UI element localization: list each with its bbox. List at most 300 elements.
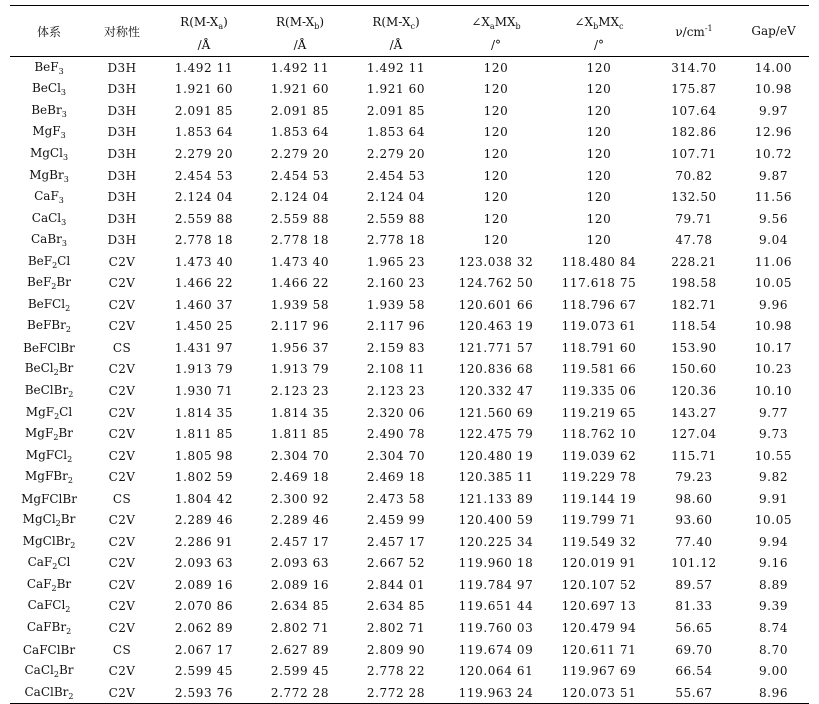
value-cell: 153.90 bbox=[671, 340, 717, 355]
value-cell: 11.56 bbox=[754, 190, 793, 205]
value-cell: 120 bbox=[483, 146, 509, 161]
table-body bbox=[10, 57, 809, 704]
value-cell: 175.87 bbox=[671, 82, 717, 97]
value-cell: 2.809 90 bbox=[366, 642, 426, 657]
table-row bbox=[10, 682, 809, 704]
value-cell: 9.73 bbox=[758, 427, 789, 442]
value-cell: 120.107 52 bbox=[561, 577, 637, 592]
system-cell: CaBr$_3$ bbox=[31, 232, 67, 249]
system-cell: MgBr$_3$ bbox=[29, 167, 69, 184]
symmetry-cell: C2V bbox=[108, 664, 136, 679]
value-cell: 1.492 11 bbox=[270, 60, 330, 75]
value-cell: 101.12 bbox=[671, 556, 717, 571]
value-cell: 1.853 64 bbox=[270, 125, 330, 140]
value-cell: 10.05 bbox=[754, 513, 793, 528]
value-cell: 122.475 79 bbox=[458, 427, 534, 442]
value-cell: 119.784 97 bbox=[458, 577, 534, 592]
value-cell: 120 bbox=[586, 233, 612, 248]
value-cell: 2.627 89 bbox=[270, 642, 330, 657]
value-cell: 2.117 96 bbox=[270, 319, 330, 334]
value-cell: 55.67 bbox=[650, 682, 738, 704]
symmetry-cell: C2V bbox=[108, 254, 136, 269]
value-cell: 120.611 71 bbox=[561, 642, 637, 657]
symmetry-cell: C2V bbox=[88, 682, 156, 704]
value-cell: 120.385 11 bbox=[458, 470, 534, 485]
value-cell: 2.559 88 bbox=[270, 211, 330, 226]
value-cell: 2.124 04 bbox=[174, 190, 234, 205]
symmetry-cell: C2V bbox=[108, 297, 136, 312]
symmetry-cell: CS bbox=[112, 340, 132, 355]
column-header-3: $R(M-X_b)$ bbox=[252, 6, 348, 35]
value-cell: 56.65 bbox=[675, 620, 713, 635]
value-cell: 79.71 bbox=[675, 211, 713, 226]
value-cell: 1.811 85 bbox=[270, 427, 330, 442]
value-cell: 93.60 bbox=[675, 513, 713, 528]
system-cell: CaFCl$_2$ bbox=[27, 598, 71, 615]
value-cell: 2.469 18 bbox=[270, 470, 330, 485]
value-cell: 120 bbox=[483, 103, 509, 118]
value-cell: 1.921 60 bbox=[174, 82, 234, 97]
value-cell: 120.073 51 bbox=[548, 682, 650, 704]
value-cell: 314.70 bbox=[671, 60, 717, 75]
value-cell: 120.836 68 bbox=[458, 362, 534, 377]
value-cell: 2.159 83 bbox=[366, 340, 426, 355]
value-cell: 118.762 10 bbox=[561, 427, 637, 442]
value-cell: 2.559 88 bbox=[174, 211, 234, 226]
value-cell: 2.454 53 bbox=[366, 168, 426, 183]
system-cell: BeF$_2$Br bbox=[27, 275, 71, 292]
value-cell: 10.98 bbox=[754, 319, 793, 334]
value-cell: 120 bbox=[483, 211, 509, 226]
value-cell: 2.559 88 bbox=[366, 211, 426, 226]
table-row bbox=[10, 359, 809, 381]
value-cell: 2.667 52 bbox=[366, 556, 426, 571]
value-cell: 11.06 bbox=[754, 254, 793, 269]
symmetry-cell: D3H bbox=[107, 190, 137, 205]
value-cell: 2.279 20 bbox=[366, 146, 426, 161]
table-row bbox=[10, 531, 809, 553]
value-cell: 2.469 18 bbox=[366, 470, 426, 485]
value-cell: 2.802 71 bbox=[366, 620, 426, 635]
system-cell: BeCl$_3$ bbox=[31, 81, 67, 98]
value-cell: 2.279 20 bbox=[174, 146, 234, 161]
table-row bbox=[10, 466, 809, 488]
value-cell: 2.067 17 bbox=[174, 642, 234, 657]
column-header-4: $R(M-X_c)$ bbox=[348, 6, 444, 35]
value-cell: 2.772 28 bbox=[348, 682, 444, 704]
table-row bbox=[10, 445, 809, 467]
symmetry-cell: C2V bbox=[108, 276, 136, 291]
table-row bbox=[10, 639, 809, 661]
value-cell: 9.94 bbox=[758, 534, 789, 549]
symmetry-cell: C2V bbox=[108, 577, 136, 592]
value-cell: 120.697 13 bbox=[561, 599, 637, 614]
value-cell: 2.091 85 bbox=[174, 103, 234, 118]
system-cell: BeFCl$_2$ bbox=[27, 296, 71, 313]
value-cell: 119.651 44 bbox=[458, 599, 534, 614]
value-cell: 66.54 bbox=[675, 664, 713, 679]
table-row bbox=[10, 251, 809, 273]
value-cell: 1.805 98 bbox=[174, 448, 234, 463]
value-cell: 2.459 99 bbox=[366, 513, 426, 528]
value-cell: 2.093 63 bbox=[270, 556, 330, 571]
value-cell: 1.466 22 bbox=[270, 276, 330, 291]
value-cell: 81.33 bbox=[675, 599, 713, 614]
value-cell: 124.762 50 bbox=[458, 276, 534, 291]
system-cell: CaFBr$_2$ bbox=[26, 619, 72, 636]
value-cell: 10.23 bbox=[754, 362, 793, 377]
value-cell: 119.967 69 bbox=[561, 664, 637, 679]
symmetry-cell: D3H bbox=[107, 82, 137, 97]
value-cell: 12.96 bbox=[754, 125, 793, 140]
system-cell: BeFClBr bbox=[23, 340, 75, 355]
value-cell: 120 bbox=[586, 168, 612, 183]
table-row bbox=[10, 294, 809, 316]
system-cell: CaF$_2$Cl bbox=[27, 555, 71, 572]
system-cell: CaCl$_3$ bbox=[31, 210, 67, 227]
symmetry-cell: C2V bbox=[108, 534, 136, 549]
value-cell: 1.804 42 bbox=[174, 491, 234, 506]
column-unit-5: /° bbox=[444, 34, 548, 57]
value-cell: 121.560 69 bbox=[458, 405, 534, 420]
value-cell: 1.492 11 bbox=[366, 60, 426, 75]
system-cell: BeFBr$_2$ bbox=[27, 318, 71, 335]
value-cell: 1.492 11 bbox=[174, 60, 234, 75]
value-cell: 1.930 71 bbox=[174, 383, 234, 398]
column-header-7: $\nu/cm^{-1}$ bbox=[650, 6, 738, 57]
value-cell: 120.225 34 bbox=[458, 534, 534, 549]
symmetry-cell: CS bbox=[112, 642, 132, 657]
table-row bbox=[10, 122, 809, 144]
table-row bbox=[10, 380, 809, 402]
system-cell: MgFCl$_2$ bbox=[25, 447, 73, 464]
value-cell: 132.50 bbox=[671, 190, 717, 205]
value-cell: 2.089 16 bbox=[270, 577, 330, 592]
value-cell: 1.466 22 bbox=[174, 276, 234, 291]
table-row bbox=[10, 272, 809, 294]
system-cell: CaF$_2$Br bbox=[26, 576, 72, 593]
value-cell: 121.771 57 bbox=[458, 340, 534, 355]
table-row bbox=[10, 423, 809, 445]
value-cell: 1.965 23 bbox=[366, 254, 426, 269]
value-cell: 1.913 79 bbox=[270, 362, 330, 377]
value-cell: 120 bbox=[483, 190, 509, 205]
value-cell: 8.70 bbox=[758, 642, 789, 657]
value-cell: 77.40 bbox=[675, 534, 713, 549]
system-cell: MgF$_2$Br bbox=[25, 426, 73, 443]
value-cell: 2.599 45 bbox=[174, 664, 234, 679]
symmetry-cell: C2V bbox=[108, 556, 136, 571]
value-cell: 1.814 35 bbox=[174, 405, 234, 420]
value-cell: 9.77 bbox=[758, 405, 789, 420]
column-unit-2: /Å bbox=[156, 34, 252, 57]
value-cell: 119.581 66 bbox=[561, 362, 637, 377]
symmetry-cell: C2V bbox=[108, 362, 136, 377]
table-row bbox=[10, 165, 809, 187]
value-cell: 120.480 19 bbox=[458, 448, 534, 463]
symmetry-cell: D3H bbox=[107, 146, 137, 161]
value-cell: 107.71 bbox=[671, 146, 717, 161]
value-cell: 2.300 92 bbox=[270, 491, 330, 506]
value-cell: 1.939 58 bbox=[270, 297, 330, 312]
table-row bbox=[10, 143, 809, 165]
data-table bbox=[10, 5, 809, 704]
system-cell: MgF$_3$ bbox=[32, 124, 66, 141]
symmetry-cell: D3H bbox=[107, 60, 137, 75]
symmetry-cell: C2V bbox=[108, 620, 136, 635]
value-cell: 10.05 bbox=[754, 276, 793, 291]
value-cell: 120 bbox=[586, 211, 612, 226]
value-cell: 143.27 bbox=[671, 405, 717, 420]
value-cell: 2.454 53 bbox=[270, 168, 330, 183]
table-row bbox=[10, 574, 809, 596]
system-cell: BeF$_2$Cl bbox=[27, 253, 71, 270]
table-row bbox=[10, 337, 809, 359]
value-cell: 1.473 40 bbox=[174, 254, 234, 269]
value-cell: 118.796 67 bbox=[561, 297, 637, 312]
symmetry-cell: C2V bbox=[108, 513, 136, 528]
value-cell: 120.36 bbox=[671, 383, 717, 398]
value-cell: 10.17 bbox=[754, 340, 793, 355]
value-cell: 2.599 45 bbox=[270, 664, 330, 679]
column-header-6: $\angle X_bMX_c$ bbox=[548, 6, 650, 35]
value-cell: 2.473 58 bbox=[366, 491, 426, 506]
value-cell: 120.601 66 bbox=[458, 297, 534, 312]
value-cell: 2.490 78 bbox=[366, 427, 426, 442]
value-cell: 2.117 96 bbox=[366, 319, 426, 334]
value-cell: 119.799 71 bbox=[561, 513, 637, 528]
value-cell: 2.123 23 bbox=[366, 383, 426, 398]
value-cell: 70.82 bbox=[675, 168, 713, 183]
table-row bbox=[10, 660, 809, 682]
value-cell: 9.91 bbox=[758, 491, 789, 506]
system-cell: MgF$_2$Cl bbox=[25, 404, 73, 421]
value-cell: 2.091 85 bbox=[270, 103, 330, 118]
symmetry-cell: CS bbox=[112, 491, 132, 506]
value-cell: 1.473 40 bbox=[270, 254, 330, 269]
value-cell: 119.229 78 bbox=[561, 470, 637, 485]
table-row bbox=[10, 186, 809, 208]
value-cell: 119.760 03 bbox=[458, 620, 534, 635]
system-cell: BeClBr$_2$ bbox=[24, 382, 74, 399]
value-cell: 2.778 18 bbox=[270, 233, 330, 248]
symmetry-cell: C2V bbox=[108, 599, 136, 614]
value-cell: 118.791 60 bbox=[561, 340, 637, 355]
value-cell: 182.71 bbox=[671, 297, 717, 312]
symmetry-cell: C2V bbox=[108, 427, 136, 442]
value-cell: 182.86 bbox=[671, 125, 717, 140]
value-cell: 119.073 61 bbox=[561, 319, 637, 334]
value-cell: 120 bbox=[483, 168, 509, 183]
table-row bbox=[10, 617, 809, 639]
value-cell: 69.70 bbox=[675, 642, 713, 657]
value-cell: 2.778 22 bbox=[366, 664, 426, 679]
system-cell: CaF$_3$ bbox=[34, 189, 64, 206]
table-row bbox=[10, 57, 809, 79]
value-cell: 120.064 61 bbox=[458, 664, 534, 679]
table-row bbox=[10, 316, 809, 338]
value-cell: 1.460 37 bbox=[174, 297, 234, 312]
value-cell: 1.921 60 bbox=[366, 82, 426, 97]
value-cell: 119.219 65 bbox=[561, 405, 637, 420]
value-cell: 9.16 bbox=[758, 556, 789, 571]
table-row bbox=[10, 488, 809, 510]
value-cell: 150.60 bbox=[671, 362, 717, 377]
value-cell: 1.802 59 bbox=[174, 470, 234, 485]
value-cell: 9.96 bbox=[758, 297, 789, 312]
table-row bbox=[10, 79, 809, 101]
value-cell: 9.87 bbox=[758, 168, 789, 183]
value-cell: 120 bbox=[586, 146, 612, 161]
value-cell: 10.98 bbox=[754, 82, 793, 97]
table-row bbox=[10, 229, 809, 251]
value-cell: 1.450 25 bbox=[174, 319, 234, 334]
value-cell: 1.431 97 bbox=[174, 340, 234, 355]
value-cell: 1.913 79 bbox=[174, 362, 234, 377]
symmetry-cell: C2V bbox=[108, 448, 136, 463]
value-cell: 118.480 84 bbox=[561, 254, 637, 269]
system-cell: CaClBr$_2$ bbox=[10, 682, 88, 704]
value-cell: 2.062 89 bbox=[174, 620, 234, 635]
value-cell: 79.23 bbox=[675, 470, 713, 485]
value-cell: 1.921 60 bbox=[270, 82, 330, 97]
symmetry-cell: C2V bbox=[108, 383, 136, 398]
value-cell: 1.814 35 bbox=[270, 405, 330, 420]
system-cell: CaFClBr bbox=[22, 642, 76, 657]
value-cell: 2.279 20 bbox=[270, 146, 330, 161]
value-cell: 2.304 70 bbox=[366, 448, 426, 463]
value-cell: 119.144 19 bbox=[561, 491, 637, 506]
value-cell: 127.04 bbox=[671, 427, 717, 442]
value-cell: 2.070 86 bbox=[174, 599, 234, 614]
value-cell: 2.634 85 bbox=[366, 599, 426, 614]
value-cell: 2.593 76 bbox=[156, 682, 252, 704]
value-cell: 2.160 23 bbox=[366, 276, 426, 291]
value-cell: 2.108 11 bbox=[366, 362, 426, 377]
value-cell: 2.772 28 bbox=[252, 682, 348, 704]
value-cell: 119.963 24 bbox=[444, 682, 548, 704]
value-cell: 2.289 46 bbox=[270, 513, 330, 528]
value-cell: 119.960 18 bbox=[458, 556, 534, 571]
value-cell: 98.60 bbox=[675, 491, 713, 506]
value-cell: 107.64 bbox=[671, 103, 717, 118]
value-cell: 2.454 53 bbox=[174, 168, 234, 183]
column-header-2: $R(M-X_a)$ bbox=[156, 6, 252, 35]
value-cell: 120 bbox=[483, 233, 509, 248]
column-header-8: Gap/eV bbox=[738, 6, 809, 57]
value-cell: 2.124 04 bbox=[366, 190, 426, 205]
column-header-5: $\angle X_aMX_b$ bbox=[444, 6, 548, 35]
value-cell: 120 bbox=[586, 82, 612, 97]
system-cell: MgCl$_2$Br bbox=[22, 512, 76, 529]
table-row bbox=[10, 402, 809, 424]
value-cell: 2.123 23 bbox=[270, 383, 330, 398]
value-cell: 2.457 17 bbox=[366, 534, 426, 549]
system-cell: CaCl$_2$Br bbox=[24, 663, 74, 680]
symmetry-cell: D3H bbox=[107, 103, 137, 118]
symmetry-cell: C2V bbox=[108, 470, 136, 485]
value-cell: 117.618 75 bbox=[561, 276, 637, 291]
data-table-container bbox=[10, 5, 809, 704]
value-cell: 89.57 bbox=[675, 577, 713, 592]
value-cell: 120 bbox=[483, 82, 509, 97]
value-cell: 8.74 bbox=[758, 620, 789, 635]
value-cell: 1.811 85 bbox=[174, 427, 234, 442]
system-cell: MgCl$_3$ bbox=[29, 145, 69, 162]
system-cell: MgClBr$_2$ bbox=[22, 533, 76, 550]
value-cell: 2.634 85 bbox=[270, 599, 330, 614]
value-cell: 123.038 32 bbox=[458, 254, 534, 269]
value-cell: 8.89 bbox=[758, 577, 789, 592]
value-cell: 120 bbox=[483, 60, 509, 75]
value-cell: 121.133 89 bbox=[458, 491, 534, 506]
value-cell: 1.956 37 bbox=[270, 340, 330, 355]
table-row bbox=[10, 509, 809, 531]
value-cell: 9.39 bbox=[758, 599, 789, 614]
column-unit-4: /Å bbox=[348, 34, 444, 57]
value-cell: 8.96 bbox=[738, 682, 809, 704]
value-cell: 9.56 bbox=[758, 211, 789, 226]
value-cell: 1.853 64 bbox=[174, 125, 234, 140]
value-cell: 118.54 bbox=[671, 319, 717, 334]
value-cell: 2.844 01 bbox=[366, 577, 426, 592]
column-unit-6: /° bbox=[548, 34, 650, 57]
value-cell: 10.10 bbox=[754, 383, 793, 398]
value-cell: 120.479 94 bbox=[561, 620, 637, 635]
value-cell: 2.093 63 bbox=[174, 556, 234, 571]
value-cell: 10.72 bbox=[754, 146, 793, 161]
symmetry-cell: D3H bbox=[107, 211, 137, 226]
value-cell: 9.97 bbox=[758, 103, 789, 118]
column-header-1: 对称性 bbox=[88, 6, 156, 57]
value-cell: 119.039 62 bbox=[561, 448, 637, 463]
value-cell: 119.335 06 bbox=[561, 383, 637, 398]
table-row bbox=[10, 208, 809, 230]
value-cell: 9.82 bbox=[758, 470, 789, 485]
table-row bbox=[10, 596, 809, 618]
system-cell: BeBr$_3$ bbox=[31, 102, 67, 119]
value-cell: 120.400 59 bbox=[458, 513, 534, 528]
value-cell: 115.71 bbox=[671, 448, 717, 463]
value-cell: 120.019 91 bbox=[561, 556, 637, 571]
value-cell: 120 bbox=[586, 60, 612, 75]
value-cell: 120 bbox=[483, 125, 509, 140]
symmetry-cell: D3H bbox=[107, 233, 137, 248]
value-cell: 120 bbox=[586, 190, 612, 205]
value-cell: 119.549 32 bbox=[561, 534, 637, 549]
value-cell: 2.778 18 bbox=[366, 233, 426, 248]
value-cell: 2.091 85 bbox=[366, 103, 426, 118]
value-cell: 2.089 16 bbox=[174, 577, 234, 592]
value-cell: 120.332 47 bbox=[458, 383, 534, 398]
value-cell: 2.778 18 bbox=[174, 233, 234, 248]
value-cell: 14.00 bbox=[754, 60, 793, 75]
value-cell: 2.286 91 bbox=[174, 534, 234, 549]
column-unit-3: /Å bbox=[252, 34, 348, 57]
value-cell: 9.00 bbox=[758, 664, 789, 679]
value-cell: 2.320 06 bbox=[366, 405, 426, 420]
table-header bbox=[10, 6, 809, 57]
value-cell: 119.674 09 bbox=[458, 642, 534, 657]
value-cell: 2.304 70 bbox=[270, 448, 330, 463]
value-cell: 2.457 17 bbox=[270, 534, 330, 549]
table-row bbox=[10, 100, 809, 122]
system-cell: MgFBr$_2$ bbox=[25, 469, 73, 486]
system-cell: MgFClBr bbox=[21, 491, 77, 506]
symmetry-cell: D3H bbox=[107, 125, 137, 140]
value-cell: 2.802 71 bbox=[270, 620, 330, 635]
value-cell: 120 bbox=[586, 103, 612, 118]
